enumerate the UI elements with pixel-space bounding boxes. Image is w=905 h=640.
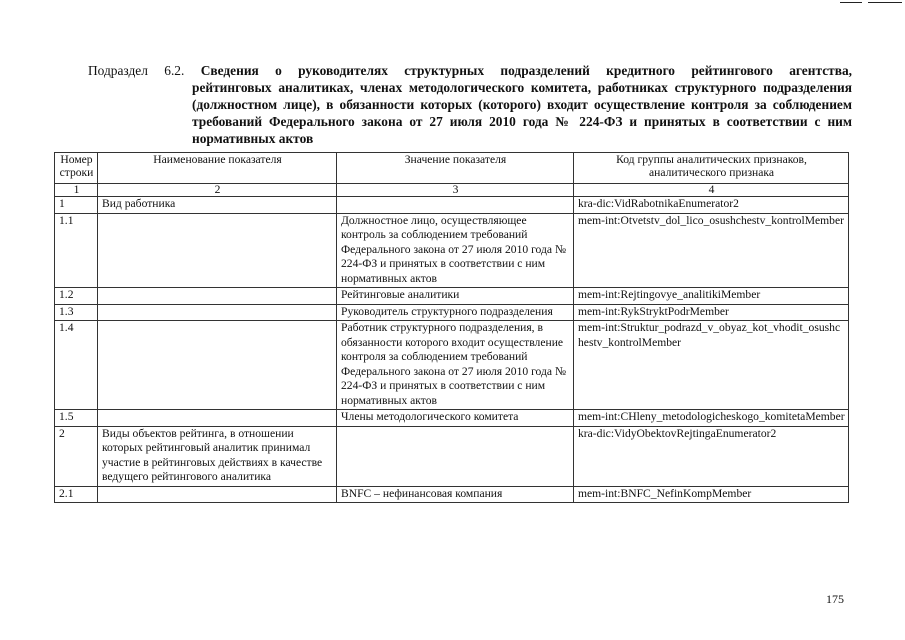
row-number: 1.1 <box>55 213 98 288</box>
table-row <box>55 288 849 305</box>
row-value: Должностное лицо, осуществляющее контроль за соблюдением требований Федерального закона от 27 июля 2010 года № 224-ФЗ и принятых в соответствии с ним нормативных актов <box>337 213 574 288</box>
table-row <box>55 321 849 410</box>
row-name <box>98 288 337 305</box>
row-value: BNFC – нефинансовая компания <box>337 486 574 503</box>
column-numbers-row <box>55 184 849 197</box>
row-code: mem-int:RykStryktPodrMember <box>574 304 849 321</box>
row-value <box>337 426 574 486</box>
heading-title-rest: рейтинговых аналитиках, членах методологического комитета, работниках структурного подразделения (должностном лице), в обязанности которых (которого) входит осуществление контроля за соблюдением требований Федерального закона от 27 июля 2010 года № 224-ФЗ и принятых в соответствии с ним нормативных актов <box>192 80 852 146</box>
row-value: Работник структурного подразделения, в обязанности которого входит осуществление контроля за соблюдением требований Федерального закона от 27 июля 2010 года № 224-ФЗ и принятых в соответствии с ним нормативных актов <box>337 321 574 410</box>
row-number: 1.3 <box>55 304 98 321</box>
indicators-table <box>54 152 849 503</box>
row-number: 2.1 <box>55 486 98 503</box>
row-value: Рейтинговые аналитики <box>337 288 574 305</box>
row-code: kra-dic:VidyObektovRejtingaEnumerator2 <box>574 426 849 486</box>
column-number-1: 1 <box>55 184 98 197</box>
row-code: mem-int:Rejtingovye_analitikiMember <box>574 288 849 305</box>
table-row <box>55 410 849 427</box>
row-value: Члены методологического комитета <box>337 410 574 427</box>
row-number: 2 <box>55 426 98 486</box>
header-indicator-value: Значение показателя <box>337 153 574 184</box>
header-indicator-name: Наименование показателя <box>98 153 337 184</box>
column-number-2: 2 <box>98 184 337 197</box>
table-header-row <box>55 153 849 184</box>
row-code: kra-dic:VidRabotnikaEnumerator2 <box>574 197 849 214</box>
corner-mark-1 <box>840 2 862 3</box>
row-value: Руководитель структурного подразделения <box>337 304 574 321</box>
row-name <box>98 410 337 427</box>
heading-first-line <box>88 62 852 79</box>
row-name <box>98 486 337 503</box>
heading-title-start: Сведения о руководителях структурных подразделений кредитного рейтингового агентства, <box>200 63 852 78</box>
row-number: 1.4 <box>55 321 98 410</box>
page-number: 175 <box>826 592 844 606</box>
row-code: mem-int:Otvetstv_dol_lico_osushchestv_kontrolMember <box>574 213 849 288</box>
column-number-3: 3 <box>337 184 574 197</box>
header-feature-code: Код группы аналитических признаков, аналитического признака <box>574 153 849 184</box>
table-row <box>55 197 849 214</box>
row-code: mem-int:BNFC_NefinKompMember <box>574 486 849 503</box>
row-code: mem-int:Struktur_podrazd_v_obyaz_kot_vhodit_osushchestv_kontrolMember <box>574 321 849 410</box>
row-number: 1.5 <box>55 410 98 427</box>
row-name <box>98 321 337 410</box>
table-row <box>55 486 849 503</box>
corner-mark-2 <box>868 2 902 3</box>
header-row-number: Номер строки <box>55 153 98 184</box>
table-row <box>55 213 849 288</box>
row-value <box>337 197 574 214</box>
column-number-4: 4 <box>574 184 849 197</box>
row-name <box>98 213 337 288</box>
section-heading <box>88 62 852 147</box>
table-row <box>55 426 849 486</box>
row-name: Вид работника <box>98 197 337 214</box>
table-row <box>55 304 849 321</box>
row-name: Виды объектов рейтинга, в отношении которых рейтинговый аналитик принимал участие в рейтинговых действиях в качестве ведущего рейтингового аналитика <box>98 426 337 486</box>
row-code: mem-int:CHleny_metodologicheskogo_komitetaMember <box>574 410 849 427</box>
row-name <box>98 304 337 321</box>
subsection-number: Подраздел 6.2. <box>88 63 185 78</box>
row-number: 1.2 <box>55 288 98 305</box>
row-number: 1 <box>55 197 98 214</box>
